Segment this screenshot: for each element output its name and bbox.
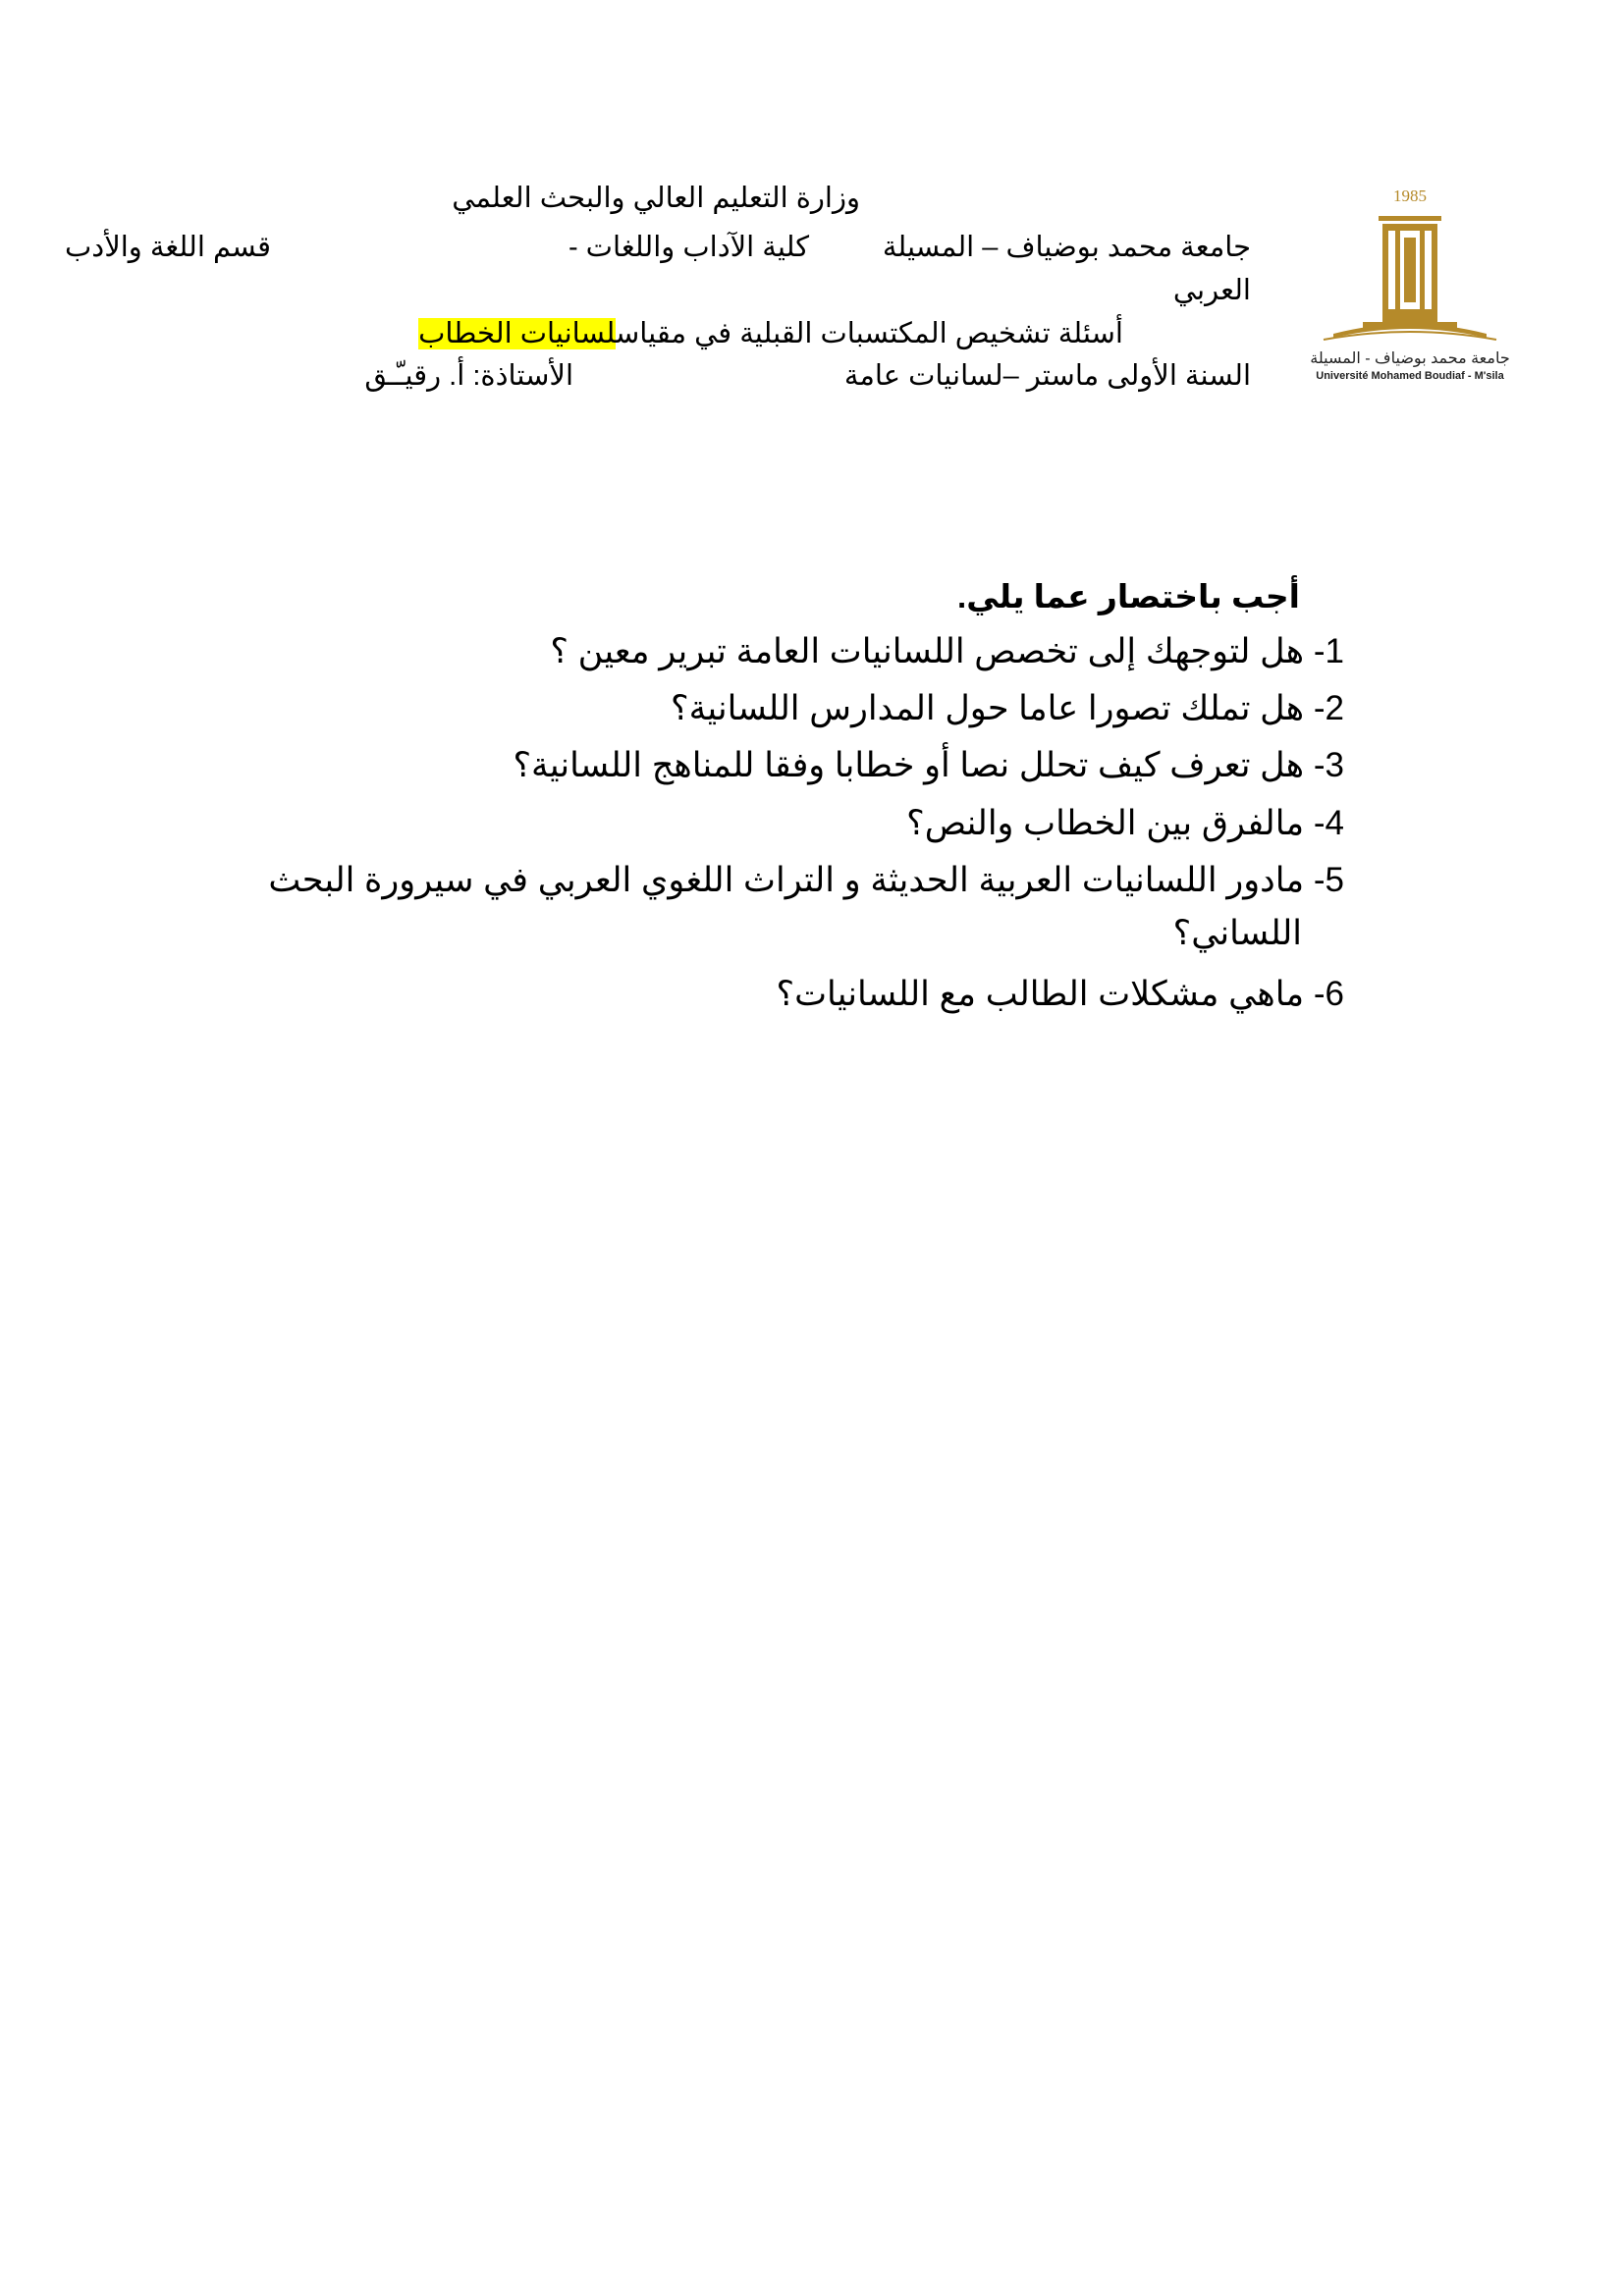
question-text: مالفرق بين الخطاب والنص؟ xyxy=(906,804,1305,842)
ministry-line: وزارة التعليم العالي والبحث العلمي xyxy=(452,183,860,214)
question-text: هل تعرف كيف تحلل نصا أو خطابا وفقا للمناهج اللسانية؟ xyxy=(513,746,1305,784)
question-number: 6- xyxy=(1313,975,1344,1013)
question-4 xyxy=(906,802,1344,845)
subject-prefix: أسئلة تشخيص المكتسبات القبلية في مقياس xyxy=(615,318,1123,349)
question-text: ماهي مشكلات الطالب مع اللسانيات؟ xyxy=(776,975,1305,1013)
instruction-heading: أجب باختصار عما يلي. xyxy=(957,578,1300,614)
department-name-continued: العربي xyxy=(1172,275,1251,306)
question-6 xyxy=(777,973,1344,1016)
level-line: السنة الأولى ماستر –لسانيات عامة xyxy=(843,360,1251,392)
question-5-continuation: اللساني؟ xyxy=(1172,914,1302,952)
question-1 xyxy=(550,630,1344,673)
subject-line xyxy=(418,317,1123,350)
question-text: هل لتوجهك إلى تخصص اللسانيات العامة تبرير معين ؟ xyxy=(550,632,1305,670)
university-logo xyxy=(1294,177,1526,393)
department-name: قسم اللغة والأدب xyxy=(65,232,271,263)
faculty-name: كلية الآداب واللغات - xyxy=(568,232,809,263)
question-number: 5- xyxy=(1313,861,1344,899)
logo-year: 1985 xyxy=(1393,187,1427,205)
question-text: هل تملك تصورا عاما حول المدارس اللسانية؟ xyxy=(671,689,1305,727)
teacher-name: الأستاذة: أ. رقيـّـق xyxy=(364,360,573,392)
question-number: 4- xyxy=(1313,804,1344,842)
question-5 xyxy=(268,859,1344,902)
logo-name-french: Université Mohamed Boudiaf - M'sila xyxy=(1316,370,1504,382)
university-tower-icon xyxy=(1294,177,1526,348)
question-number: 1- xyxy=(1313,632,1344,670)
question-2 xyxy=(671,687,1344,730)
university-name: جامعة محمد بوضياف – المسيلة xyxy=(882,232,1251,263)
question-number: 2- xyxy=(1313,689,1344,727)
question-number: 3- xyxy=(1313,746,1344,784)
question-3 xyxy=(513,744,1344,787)
logo-name-arabic: جامعة محمد بوضياف - المسيلة xyxy=(1310,350,1510,367)
question-text: مادور اللسانيات العربية الحديثة و التراث اللغوي العربي في سيرورة البحث xyxy=(268,861,1305,899)
subject-highlight: لسانيات الخطاب xyxy=(418,318,616,349)
